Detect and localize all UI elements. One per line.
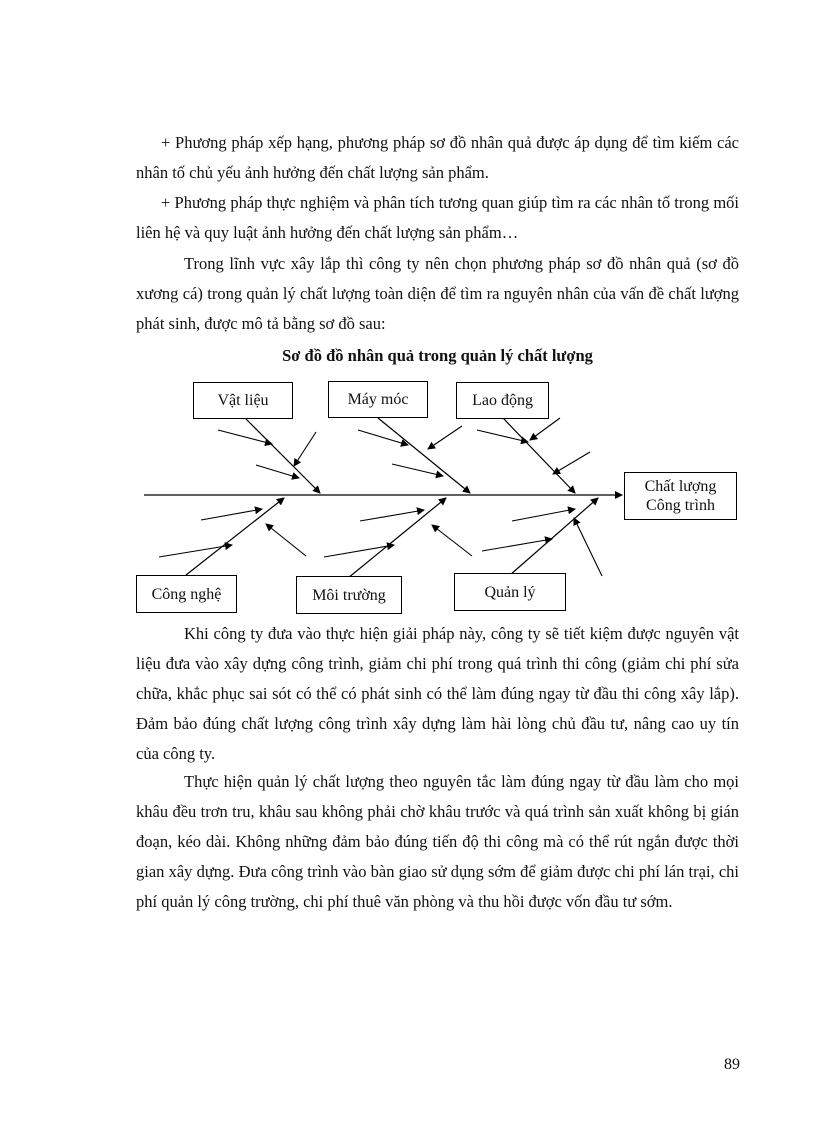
bone-moi-truong — [348, 498, 446, 578]
diagram-title: Sơ đồ đồ nhân quả trong quản lý chất lượng — [282, 346, 593, 365]
cause-box-moi-truong: Môi trường — [296, 576, 402, 614]
sub-cause-arrow — [553, 452, 590, 474]
sub-cause-arrow — [159, 545, 232, 557]
effect-label-line1: Chất lượng — [644, 478, 717, 495]
sub-cause-arrow — [324, 545, 394, 557]
sub-cause-arrow — [432, 525, 472, 556]
sub-cause-arrow — [428, 426, 462, 449]
sub-cause-arrow — [358, 430, 408, 445]
sub-cause-arrow — [201, 509, 262, 520]
paragraph-benefits: Khi công ty đưa vào thực hiện giải pháp này, công ty sẽ tiết kiệm được nguyên vật liệu đưa vào xây dựng công trình, giảm chi phí trong quá trình thi công (giảm chi phí sửa chữa, khắc phục sai sót có thể có phát sinh có thể làm đúng ngay từ đầu thi công xây lắp). Đảm bảo đúng chất lượng công trình xây dựng làm hài lòng chủ đầu tư, nâng cao uy tín của công ty. — [136, 624, 739, 763]
cause-box-vat-lieu: Vật liệu — [193, 382, 293, 419]
page-number: 89 — [724, 1056, 740, 1073]
bone-may-moc — [378, 418, 470, 493]
cause-box-quan-ly: Quản lý — [454, 573, 566, 611]
effect-box — [624, 472, 737, 520]
sub-cause-arrow — [482, 539, 552, 551]
bone-quan-ly — [510, 498, 598, 575]
paragraph-experimental-methods: + Phương pháp thực nghiệm và phân tích tương quan giúp tìm ra các nhân tố trong mối liên hệ và quy luật ảnh hưởng đến chất lượng sản phẩm… — [136, 193, 739, 242]
paragraph-do-it-right: Thực hiện quản lý chất lượng theo nguyên tắc làm đúng ngay từ đầu làm cho mọi khâu đều trơn tru, khâu sau không phải chờ khâu trước và quá trình sản xuất không bị gián đoạn, kéo dài. Không những đảm bảo đúng tiến độ thi công mà có thể rút ngắn được thời gian xây dựng. Đưa công trình vào bàn giao sử dụng sớm để giảm được chi phí lán trại, chi phí quản lý công trường, chi phí thuê văn phòng và thu hồi được vốn đầu tư sớm. — [136, 772, 739, 911]
sub-cause-arrow — [360, 510, 424, 521]
paragraph-fishbone-intro: Trong lĩnh vực xây lắp thì công ty nên chọn phương pháp sơ đồ nhân quả (sơ đồ xương cá) trong quản lý chất lượng toàn diện để tìm ra nguyên nhân của vấn đề chất lượng phát sinh, được mô tả bằng sơ đồ sau: — [136, 254, 739, 333]
sub-cause-arrow — [266, 524, 306, 556]
sub-cause-arrow — [574, 518, 602, 576]
sub-cause-arrow — [256, 465, 299, 478]
sub-cause-arrow — [294, 432, 316, 466]
sub-cause-arrow — [512, 509, 575, 521]
sub-cause-arrow — [392, 464, 443, 476]
bone-vat-lieu — [245, 418, 320, 493]
sub-cause-arrow — [530, 418, 560, 440]
bone-lao-dong — [503, 418, 575, 493]
bone-cong-nghe — [186, 498, 284, 575]
cause-box-may-moc: Máy móc — [328, 381, 428, 418]
effect-label-line2: Công trình — [646, 497, 715, 514]
cause-box-lao-dong: Lao động — [456, 382, 549, 419]
cause-box-cong-nghe: Công nghệ — [136, 575, 237, 613]
paragraph-ranking-methods: + Phương pháp xếp hạng, phương pháp sơ đồ nhân quả được áp dụng để tìm kiếm các nhân tố chủ yếu ảnh hưởng đến chất lượng sản phẩm. — [136, 133, 739, 182]
